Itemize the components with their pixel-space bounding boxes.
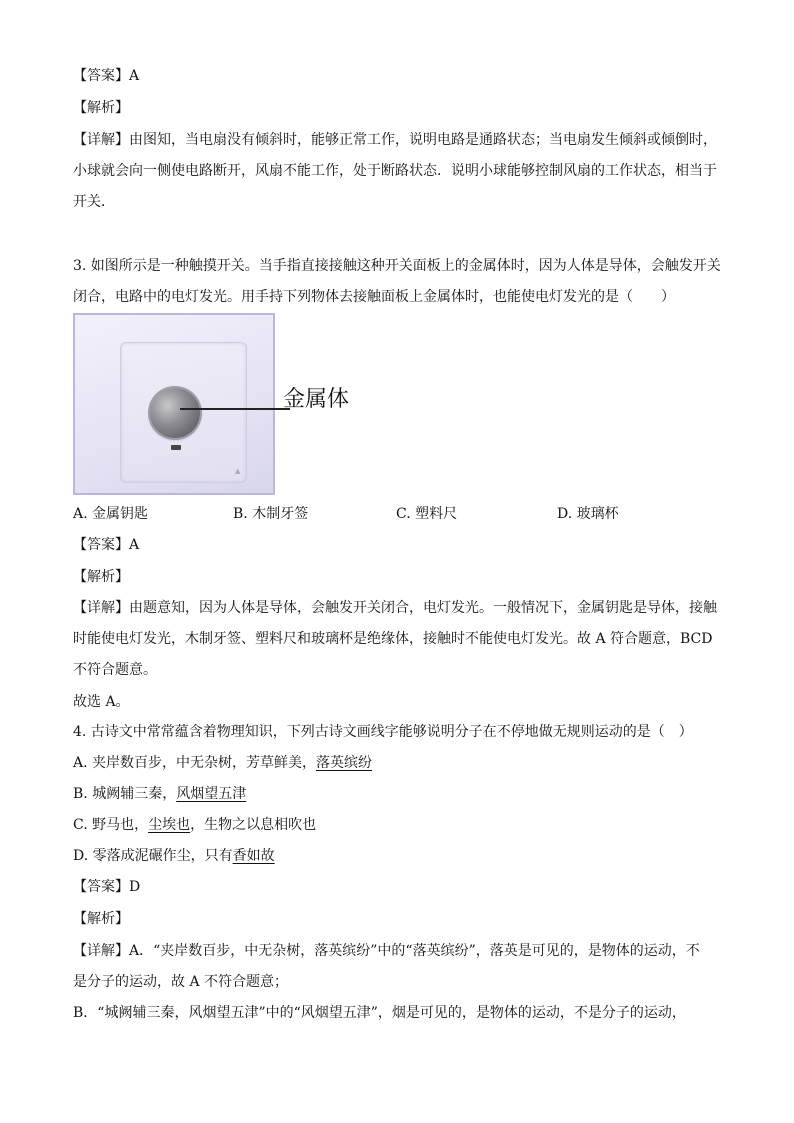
q4-analysis-label: 【解析】 [73, 911, 129, 927]
q4-option-c-underlined: 尘埃也 [148, 817, 191, 833]
switch-plate [75, 315, 273, 493]
indicator-led [171, 445, 181, 450]
q2-answer: 【答案】A [73, 68, 140, 84]
q4-option-b-underlined: 风烟望五津 [176, 786, 247, 802]
q4-detail-line-3: B．“城阙辅三秦，风烟望五津”中的“风烟望五津”，烟是可见的，是物体的运动，不是分子的运动， [73, 1005, 686, 1021]
q2-detail-line-1: 【详解】由图知，当电扇没有倾斜时，能够正常工作，说明电路是通路状态；当电扇发生倾斜或倾倒时， [73, 132, 717, 148]
q3-detail-line-1: 【详解】由题意知，因为人体是导体，会触发开关闭合，电灯发光。一般情况下，金属钥匙是导体，接触 [73, 600, 717, 616]
figure-label-metal: 金属体 [283, 387, 350, 412]
q4-detail-line-1: 【详解】A．“夹岸数百步，中无杂树，落英缤纷”中的“落英缤纷”，落英是可见的，是物体的运动，不 [73, 943, 700, 959]
q3-option-a: A. 金属钥匙 [73, 506, 149, 522]
q4-detail-line-2: 是分子的运动，故 A 不符合题意； [73, 974, 289, 990]
q4-option-b-text: B. 城阙辅三秦， [73, 786, 177, 802]
q3-analysis-label: 【解析】 [73, 569, 129, 585]
q4-option-c [73, 815, 316, 835]
metal-touch-pad [150, 388, 200, 438]
q4-option-d-underlined: 香如故 [232, 848, 275, 864]
q2-detail-line-3: 开关． [73, 194, 115, 210]
q4-option-a-underlined: 落英缤纷 [316, 755, 373, 771]
q3-option-d: D. 玻璃杯 [557, 506, 619, 522]
q4-option-b [73, 784, 246, 804]
q4-answer: 【答案】D [73, 879, 141, 895]
q3-conclusion: 故选 A。 [73, 694, 130, 710]
q3-stem-line-1: 3. 如图所示是一种触摸开关。当手指直接接触这种开关面板上的金属体时，因为人体是导体，会触发开关 [73, 258, 721, 274]
q3-option-c: C. 塑料尺 [396, 506, 458, 522]
q4-option-d [73, 846, 275, 866]
q3-stem-line-2: 闭合，电路中的电灯发光。用手持下列物体去接触面板上金属体时，也能使电灯发光的是（ ） [73, 289, 675, 305]
q3-option-b: B. 木制牙签 [233, 506, 309, 522]
q4-option-c-tail: ，生物之以息相吹也 [190, 817, 317, 833]
q3-detail-line-3: 不符合题意。 [73, 662, 157, 678]
q2-analysis-label: 【解析】 [73, 100, 129, 116]
label-leader-line [180, 408, 290, 410]
q4-stem: 4. 古诗文中常常蕴含着物理知识，下列古诗文画线字能够说明分子在不停地做无规则运动的是（ ） [73, 724, 693, 740]
q4-option-a-text: A. 夹岸数百步，中无杂树，芳草鲜美， [73, 755, 317, 771]
q3-detail-line-2: 时能使电灯发光，木制牙签、塑料尺和玻璃杯是绝缘体，接触时不能使电灯发光。故 A 符合题意，BCD [73, 631, 713, 647]
q2-detail-line-2: 小球就会向一侧使电路断开，风扇不能工作，处于断路状态．说明小球能够控制风扇的工作状态，相当于 [73, 163, 717, 179]
q4-option-c-text: C. 野马也， [73, 817, 149, 833]
brand-mark-icon: ▲ [235, 467, 241, 475]
q4-option-d-text: D. 零落成泥碾作尘，只有 [73, 848, 233, 864]
touch-switch-photo [73, 313, 275, 495]
q4-option-a [73, 753, 372, 773]
q3-answer: 【答案】A [73, 537, 140, 553]
